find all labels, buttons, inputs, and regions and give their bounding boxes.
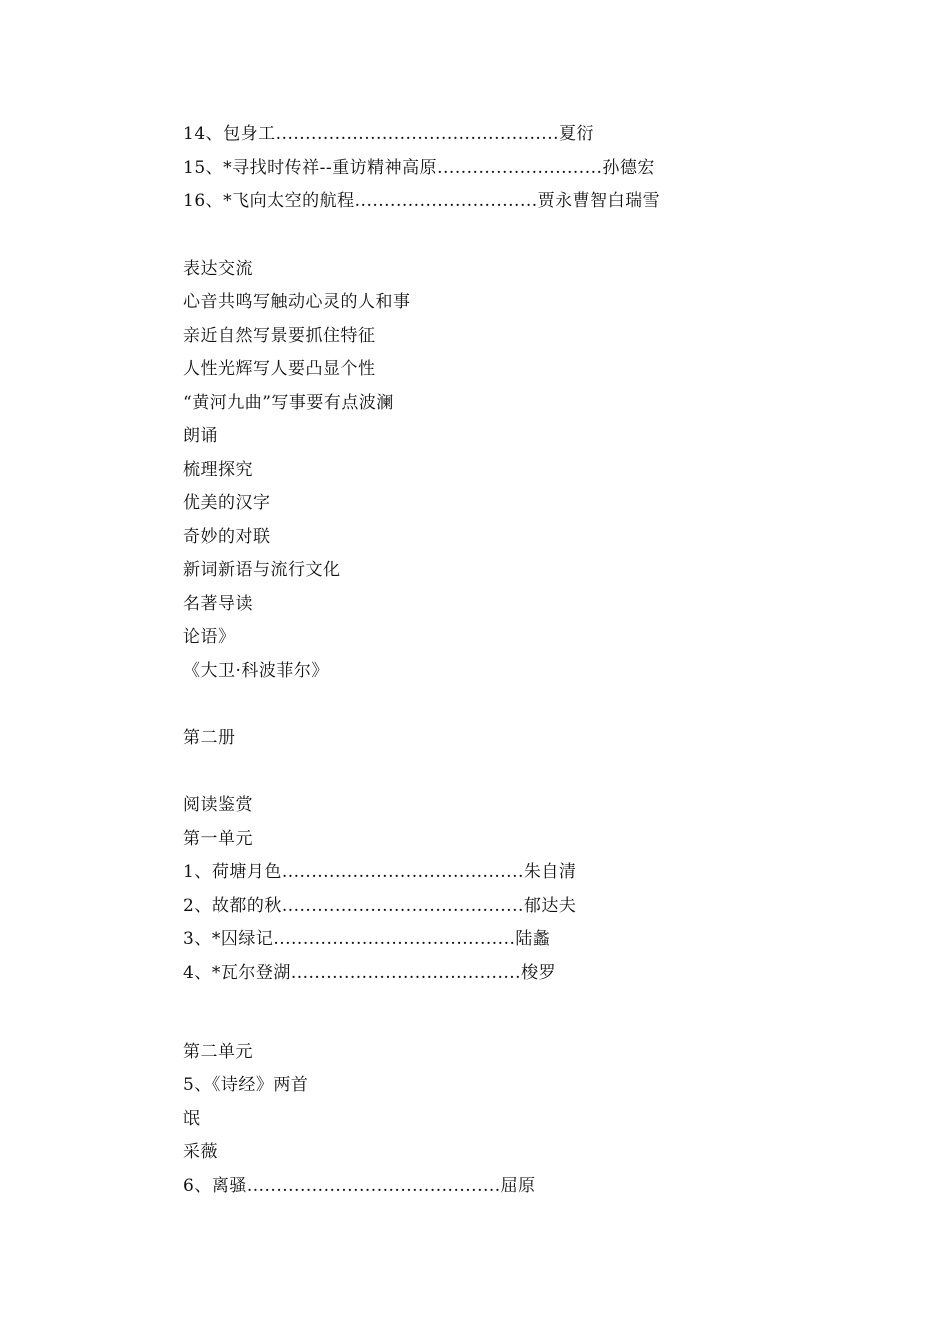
toc-entry-2: 2、故都的秋.........................................郁达夫 bbox=[183, 896, 577, 916]
toc-line: 新词新语与流行文化 bbox=[183, 560, 341, 580]
toc-entry-1: 1、荷塘月色.........................................朱自清 bbox=[183, 862, 577, 882]
unit-heading-1: 第一单元 bbox=[183, 829, 253, 849]
toc-line: 奇妙的对联 bbox=[183, 527, 271, 547]
toc-sub-entry: 采薇 bbox=[183, 1142, 218, 1162]
volume-heading: 第二册 bbox=[183, 728, 236, 748]
toc-line: 优美的汉字 bbox=[183, 493, 271, 513]
toc-sub-entry: 氓 bbox=[183, 1109, 201, 1129]
section-heading-expression: 表达交流 bbox=[183, 259, 253, 279]
section-heading-review: 梳理探究 bbox=[183, 460, 253, 480]
section-heading-reading: 阅读鉴赏 bbox=[183, 795, 253, 815]
toc-entry-15: 15、*寻找时传祥--重访精神高原............................孙德宏 bbox=[183, 158, 655, 178]
toc-line: “黄河九曲”写事要有点波澜 bbox=[183, 393, 394, 413]
toc-entry-6: 6、离骚...........................................屈原 bbox=[183, 1176, 536, 1196]
toc-line: 亲近自然写景要抓住特征 bbox=[183, 326, 376, 346]
toc-line: 人性光辉写人要凸显个性 bbox=[183, 359, 376, 379]
toc-line: 论语》 bbox=[183, 627, 236, 647]
toc-line: 朗诵 bbox=[183, 426, 218, 446]
unit-heading-2: 第二单元 bbox=[183, 1042, 253, 1062]
toc-entry-5: 5、《诗经》两首 bbox=[183, 1075, 309, 1095]
toc-entry-14: 14、包身工................................................夏衍 bbox=[183, 124, 595, 144]
toc-line: 《大卫·科波菲尔》 bbox=[183, 661, 329, 681]
toc-entry-3: 3、*囚绿记.........................................陆蠡 bbox=[183, 929, 551, 949]
toc-entry-16: 16、*飞向太空的航程...............................贾永曹智白瑞雪 bbox=[183, 191, 661, 211]
section-heading-classics: 名著导读 bbox=[183, 594, 253, 614]
toc-line: 心音共鸣写触动心灵的人和事 bbox=[183, 292, 411, 312]
toc-entry-4: 4、*瓦尔登湖.......................................梭罗 bbox=[183, 963, 557, 983]
